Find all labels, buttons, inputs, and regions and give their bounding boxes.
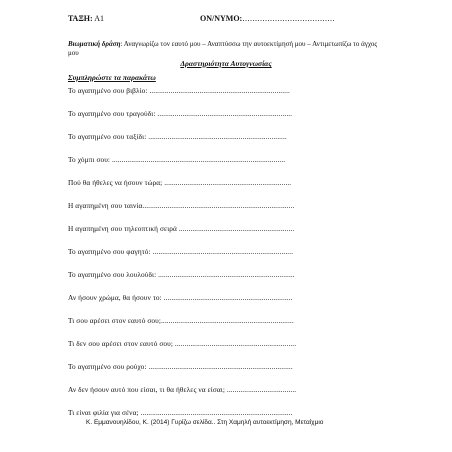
question-favorite-song: Το αγαπημένο σου τραγούδι: ......................................................................: [68, 109, 293, 118]
question-color: Αν ήσουν χρώμα, θα ήσουν το: ...................................................................: [68, 293, 293, 302]
question-other-self: Αν δεν ήσουν αυτό που είσαι, τι θα ήθελες να είσαι; ....................................: [68, 385, 297, 394]
header-row: [68, 14, 408, 23]
activity-description: [68, 40, 388, 58]
question-where-now: Πού θα ήθελες να ήσουν τώρα; ..................................................................: [68, 178, 292, 187]
class-value: Α1: [94, 14, 104, 23]
question-favorite-clothing: Το αγαπημένο σου ρούχο: ...........................................................................: [68, 362, 293, 371]
question-favorite-trip: Το αγαπημένο σου ταξίδι: ........................................................................: [68, 132, 287, 141]
question-favorite-book: Το αγαπημένο σου βιβλίο: .........................................................................: [68, 86, 290, 95]
name-label: ΟΝ/ΝΥΜΟ:: [200, 14, 243, 23]
question-list: [68, 86, 398, 431]
question-hobby: Το χόμπι σου: ..........................................................................................: [68, 155, 286, 164]
question-like-self: Τι σου αρέσει στον εαυτό σου;.....................................................................: [68, 316, 294, 325]
question-favorite-food: Το αγαπημένο σου φαγητό: .........................................................................: [68, 247, 294, 256]
instructions: Συμπληρώστε τα παρακάτω: [68, 73, 156, 82]
footer-citation: Κ. Εμμανουηλίδου, Κ. (2014) Γυρίζω σελίδα.. Στη Χαμηλή αυτοεκτίμηση, Μεταίχμιο: [86, 419, 324, 426]
question-favorite-tv-series: Η αγαπημένη σου τηλεοπτική σειρά ............................................................: [68, 224, 295, 233]
name-blank: ......................................: [240, 14, 335, 23]
section-title: Δραστηριότητα Αυτογνωσίας: [180, 59, 272, 68]
activity-text: : Αναγνωρίζω τον εαυτό μου – Αναπτύσσω την αυτοεκτίμησή μου – Αντιμετωπίζω το άγχος μου: [68, 40, 378, 57]
question-friendship: Τι είναι φιλία για σένα; ...............................................................................: [68, 408, 293, 417]
question-dislike-self: Τι δεν σου αρέσει στον εαυτό σου; ...............................................................: [68, 339, 297, 348]
activity-label: Βιωματική δράση: [68, 40, 121, 48]
question-favorite-movie: Η αγαπημένη σου ταινία...............................................................................: [68, 201, 295, 210]
question-favorite-flower: Το αγαπημένο σου λουλούδι: .......................................................................: [68, 270, 295, 279]
class-label: ΤΑΞΗ:: [68, 14, 93, 23]
